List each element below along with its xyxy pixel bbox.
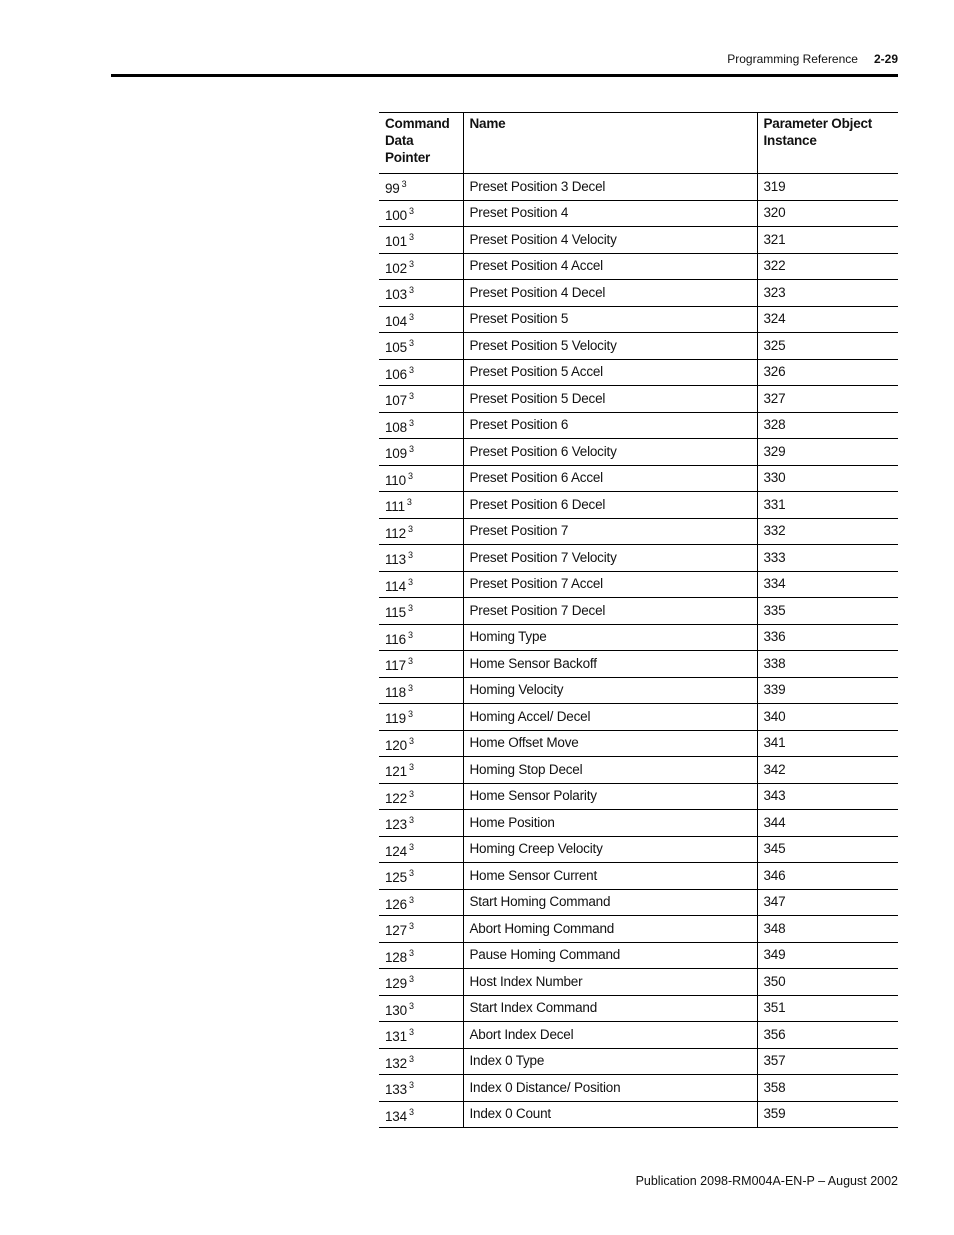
instance-cell: 321: [757, 227, 898, 254]
name-cell: Preset Position 5 Decel: [463, 386, 757, 413]
footnote-marker: 3: [408, 735, 414, 746]
section-title: Programming Reference: [727, 52, 858, 66]
table-row: [379, 1101, 898, 1128]
table-row: [379, 598, 898, 625]
parameter-table: [379, 112, 898, 1128]
footnote-marker: 3: [408, 841, 414, 852]
footnote-marker: 3: [407, 550, 413, 561]
instance-cell: 341: [757, 730, 898, 757]
pointer-value: 124: [385, 843, 407, 859]
footnote-marker: 3: [408, 258, 414, 269]
pointer-cell: [379, 863, 463, 890]
instance-cell: 359: [757, 1101, 898, 1128]
footnote-marker: 3: [408, 974, 414, 985]
table-row: [379, 333, 898, 360]
pointer-value: 100: [385, 207, 407, 223]
table-row: [379, 1048, 898, 1075]
pointer-cell: [379, 518, 463, 545]
pointer-value: 106: [385, 366, 407, 382]
footnote-marker: 3: [408, 1053, 414, 1064]
instance-cell: 322: [757, 253, 898, 280]
table-header-row: [379, 113, 898, 174]
instance-cell: 338: [757, 651, 898, 678]
table-row: [379, 624, 898, 651]
footnote-marker: 3: [408, 815, 414, 826]
name-cell: Preset Position 7 Decel: [463, 598, 757, 625]
column-header-instance: Parameter Object Instance: [757, 113, 898, 174]
pointer-value: 111: [385, 499, 405, 515]
name-cell: Preset Position 4 Decel: [463, 280, 757, 307]
pointer-value: 112: [385, 525, 406, 541]
pointer-value: 114: [385, 578, 406, 594]
pointer-value: 102: [385, 260, 407, 276]
name-cell: Preset Position 7: [463, 518, 757, 545]
table-body: [379, 174, 898, 1128]
table-row: [379, 359, 898, 386]
name-cell: Preset Position 6 Velocity: [463, 439, 757, 466]
pointer-cell: [379, 730, 463, 757]
pointer-value: 118: [385, 684, 406, 700]
instance-cell: 324: [757, 306, 898, 333]
footnote-marker: 3: [408, 391, 414, 402]
pointer-value: 119: [385, 711, 406, 727]
pointer-value: 134: [385, 1108, 407, 1124]
name-cell: Preset Position 6 Decel: [463, 492, 757, 519]
pointer-cell: [379, 1022, 463, 1049]
pointer-value: 108: [385, 419, 407, 435]
footnote-marker: 3: [408, 947, 414, 958]
pointer-cell: [379, 492, 463, 519]
table-row: [379, 545, 898, 572]
pointer-value: 105: [385, 340, 407, 356]
table-row: [379, 253, 898, 280]
footnote-marker: 3: [407, 682, 413, 693]
pointer-cell: [379, 571, 463, 598]
name-cell: Preset Position 7 Accel: [463, 571, 757, 598]
name-cell: Homing Velocity: [463, 677, 757, 704]
table-row: [379, 465, 898, 492]
footnote-marker: 3: [408, 285, 414, 296]
footnote-marker: 3: [407, 629, 413, 640]
instance-cell: 356: [757, 1022, 898, 1049]
footnote-marker: 3: [408, 311, 414, 322]
pointer-cell: [379, 942, 463, 969]
pointer-value: 125: [385, 870, 407, 886]
name-cell: Preset Position 4: [463, 200, 757, 227]
pointer-value: 104: [385, 313, 407, 329]
pointer-cell: [379, 386, 463, 413]
instance-cell: 332: [757, 518, 898, 545]
name-cell: Host Index Number: [463, 969, 757, 996]
pointer-cell: [379, 280, 463, 307]
parameter-table-container: [379, 112, 898, 1128]
pointer-value: 121: [385, 764, 407, 780]
pointer-cell: [379, 174, 463, 201]
instance-cell: 357: [757, 1048, 898, 1075]
name-cell: Home Offset Move: [463, 730, 757, 757]
name-cell: Preset Position 3 Decel: [463, 174, 757, 201]
running-header: [727, 52, 898, 66]
instance-cell: 329: [757, 439, 898, 466]
name-cell: Preset Position 5: [463, 306, 757, 333]
publication-footer: Publication 2098-RM004A-EN-P – August 2002: [635, 1174, 898, 1188]
table-row: [379, 810, 898, 837]
footnote-marker: 3: [407, 576, 413, 587]
footnote-marker: 3: [408, 444, 414, 455]
pointer-cell: [379, 253, 463, 280]
footnote-marker: 3: [408, 868, 414, 879]
footnote-marker: 3: [406, 497, 412, 508]
pointer-cell: [379, 889, 463, 916]
pointer-cell: [379, 624, 463, 651]
column-header-name: Name: [463, 113, 757, 174]
pointer-value: 127: [385, 923, 407, 939]
pointer-cell: [379, 810, 463, 837]
table-row: [379, 730, 898, 757]
footnote-marker: 3: [408, 788, 414, 799]
pointer-cell: [379, 651, 463, 678]
page-number: 2-29: [873, 52, 898, 66]
table-row: [379, 174, 898, 201]
instance-cell: 327: [757, 386, 898, 413]
table-row: [379, 704, 898, 731]
footnote-marker: 3: [408, 338, 414, 349]
name-cell: Home Sensor Current: [463, 863, 757, 890]
pointer-value: 130: [385, 1002, 407, 1018]
pointer-value: 123: [385, 817, 407, 833]
footnote-marker: 3: [407, 709, 413, 720]
name-cell: Start Index Command: [463, 995, 757, 1022]
name-cell: Preset Position 7 Velocity: [463, 545, 757, 572]
table-row: [379, 1075, 898, 1102]
pointer-cell: [379, 995, 463, 1022]
pointer-value: 99: [385, 181, 400, 197]
pointer-cell: [379, 227, 463, 254]
instance-cell: 319: [757, 174, 898, 201]
name-cell: Index 0 Count: [463, 1101, 757, 1128]
table-row: [379, 492, 898, 519]
pointer-value: 131: [385, 1029, 407, 1045]
table-row: [379, 969, 898, 996]
name-cell: Preset Position 5 Accel: [463, 359, 757, 386]
footnote-marker: 3: [407, 470, 413, 481]
name-cell: Home Sensor Backoff: [463, 651, 757, 678]
table-row: [379, 651, 898, 678]
instance-cell: 346: [757, 863, 898, 890]
pointer-value: 120: [385, 737, 407, 753]
instance-cell: 349: [757, 942, 898, 969]
footnote-marker: 3: [408, 232, 414, 243]
pointer-value: 128: [385, 949, 407, 965]
pointer-value: 116: [385, 631, 406, 647]
pointer-cell: [379, 836, 463, 863]
table-row: [379, 863, 898, 890]
table-row: [379, 836, 898, 863]
table-row: [379, 916, 898, 943]
table-row: [379, 571, 898, 598]
pointer-value: 109: [385, 446, 407, 462]
pointer-value: 110: [385, 472, 406, 488]
pointer-cell: [379, 1075, 463, 1102]
pointer-value: 129: [385, 976, 407, 992]
pointer-cell: [379, 200, 463, 227]
instance-cell: 335: [757, 598, 898, 625]
table-row: [379, 518, 898, 545]
instance-cell: 358: [757, 1075, 898, 1102]
instance-cell: 320: [757, 200, 898, 227]
name-cell: Index 0 Distance/ Position: [463, 1075, 757, 1102]
footnote-marker: 3: [407, 656, 413, 667]
pointer-value: 113: [385, 552, 406, 568]
pointer-cell: [379, 704, 463, 731]
footnote-marker: 3: [408, 1000, 414, 1011]
table-row: [379, 386, 898, 413]
table-row: [379, 1022, 898, 1049]
instance-cell: 330: [757, 465, 898, 492]
footnote-marker: 3: [408, 205, 414, 216]
footnote-marker: 3: [408, 1080, 414, 1091]
pointer-value: 126: [385, 896, 407, 912]
name-cell: Homing Accel/ Decel: [463, 704, 757, 731]
table-row: [379, 942, 898, 969]
table-row: [379, 306, 898, 333]
pointer-cell: [379, 306, 463, 333]
pointer-cell: [379, 969, 463, 996]
name-cell: Home Position: [463, 810, 757, 837]
name-cell: Homing Stop Decel: [463, 757, 757, 784]
table-row: [379, 439, 898, 466]
table-row: [379, 757, 898, 784]
header-rule: [111, 74, 898, 77]
table-row: [379, 995, 898, 1022]
pointer-cell: [379, 916, 463, 943]
footnote-marker: 3: [401, 179, 407, 190]
instance-cell: 350: [757, 969, 898, 996]
instance-cell: 323: [757, 280, 898, 307]
name-cell: Homing Creep Velocity: [463, 836, 757, 863]
table-row: [379, 783, 898, 810]
instance-cell: 333: [757, 545, 898, 572]
pointer-value: 101: [385, 234, 407, 250]
table-row: [379, 677, 898, 704]
name-cell: Preset Position 6: [463, 412, 757, 439]
name-cell: Abort Index Decel: [463, 1022, 757, 1049]
name-cell: Preset Position 6 Accel: [463, 465, 757, 492]
name-cell: Abort Homing Command: [463, 916, 757, 943]
pointer-cell: [379, 439, 463, 466]
pointer-value: 107: [385, 393, 407, 409]
instance-cell: 351: [757, 995, 898, 1022]
instance-cell: 340: [757, 704, 898, 731]
instance-cell: 336: [757, 624, 898, 651]
pointer-value: 115: [385, 605, 406, 621]
pointer-cell: [379, 598, 463, 625]
table-row: [379, 227, 898, 254]
name-cell: Preset Position 5 Velocity: [463, 333, 757, 360]
footnote-marker: 3: [408, 894, 414, 905]
pointer-cell: [379, 465, 463, 492]
pointer-value: 132: [385, 1055, 407, 1071]
footnote-marker: 3: [407, 603, 413, 614]
table-row: [379, 889, 898, 916]
pointer-cell: [379, 333, 463, 360]
instance-cell: 348: [757, 916, 898, 943]
table-row: [379, 412, 898, 439]
pointer-cell: [379, 783, 463, 810]
pointer-cell: [379, 1048, 463, 1075]
footnote-marker: 3: [407, 523, 413, 534]
pointer-value: 117: [385, 658, 406, 674]
pointer-cell: [379, 757, 463, 784]
name-cell: Preset Position 4 Accel: [463, 253, 757, 280]
column-header-pointer: Command Data Pointer: [379, 113, 463, 174]
footnote-marker: 3: [408, 417, 414, 428]
instance-cell: 345: [757, 836, 898, 863]
footnote-marker: 3: [408, 1027, 414, 1038]
table-row: [379, 200, 898, 227]
instance-cell: 347: [757, 889, 898, 916]
instance-cell: 334: [757, 571, 898, 598]
name-cell: Start Homing Command: [463, 889, 757, 916]
name-cell: Homing Type: [463, 624, 757, 651]
footnote-marker: 3: [408, 364, 414, 375]
name-cell: Home Sensor Polarity: [463, 783, 757, 810]
pointer-value: 103: [385, 287, 407, 303]
name-cell: Pause Homing Command: [463, 942, 757, 969]
instance-cell: 344: [757, 810, 898, 837]
footnote-marker: 3: [408, 921, 414, 932]
instance-cell: 331: [757, 492, 898, 519]
name-cell: Preset Position 4 Velocity: [463, 227, 757, 254]
footnote-marker: 3: [408, 1106, 414, 1117]
pointer-cell: [379, 412, 463, 439]
pointer-cell: [379, 359, 463, 386]
pointer-cell: [379, 1101, 463, 1128]
instance-cell: 342: [757, 757, 898, 784]
pointer-cell: [379, 677, 463, 704]
instance-cell: 326: [757, 359, 898, 386]
footnote-marker: 3: [408, 762, 414, 773]
instance-cell: 343: [757, 783, 898, 810]
pointer-value: 122: [385, 790, 407, 806]
name-cell: Index 0 Type: [463, 1048, 757, 1075]
instance-cell: 339: [757, 677, 898, 704]
instance-cell: 325: [757, 333, 898, 360]
pointer-value: 133: [385, 1082, 407, 1098]
instance-cell: 328: [757, 412, 898, 439]
pointer-cell: [379, 545, 463, 572]
table-row: [379, 280, 898, 307]
